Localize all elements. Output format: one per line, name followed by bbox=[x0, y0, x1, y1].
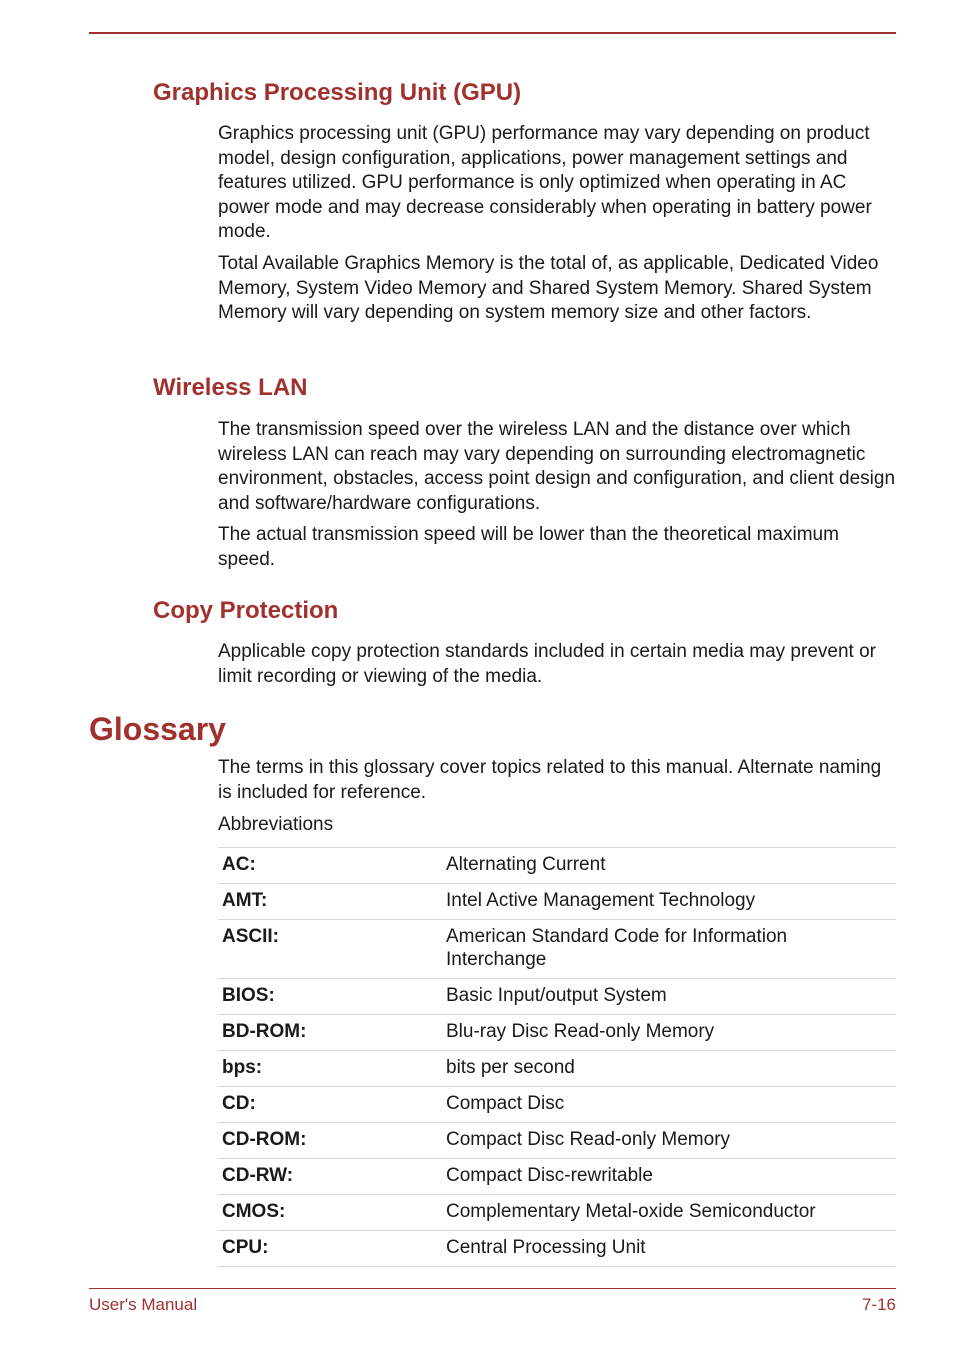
header-rule bbox=[89, 32, 896, 34]
wireless-lan-heading: Wireless LAN bbox=[153, 374, 308, 401]
abbreviation-term: CD-RW: bbox=[218, 1159, 442, 1195]
table-row bbox=[218, 884, 896, 920]
abbreviation-definition: Central Processing Unit bbox=[442, 1231, 896, 1267]
table-row bbox=[218, 1123, 896, 1159]
abbreviations-label: Abbreviations bbox=[218, 814, 334, 835]
abbreviation-term: AMT: bbox=[218, 884, 442, 920]
footer-page-number: 7-16 bbox=[861, 1295, 896, 1314]
abbreviation-definition: bits per second bbox=[442, 1051, 896, 1087]
table-row bbox=[218, 848, 896, 884]
copy-protection-heading: Copy Protection bbox=[153, 597, 339, 624]
glossary-heading: Glossary bbox=[89, 711, 226, 747]
table-row bbox=[218, 1051, 896, 1087]
footer-manual-title: User's Manual bbox=[89, 1295, 198, 1314]
abbreviation-definition: Compact Disc-rewritable bbox=[442, 1159, 896, 1195]
table-row bbox=[218, 1231, 896, 1267]
abbreviation-term: CPU: bbox=[218, 1231, 442, 1267]
abbreviation-definition: Compact Disc bbox=[442, 1087, 896, 1123]
abbreviation-term: bps: bbox=[218, 1051, 442, 1087]
abbreviation-term: CD-ROM: bbox=[218, 1123, 442, 1159]
copy-protection-paragraph: Applicable copy protection standards included in certain media may prevent or limit recording or viewing of the media. bbox=[218, 641, 876, 687]
wireless-lan-paragraph-1: The transmission speed over the wireless LAN and the distance over which wireless LAN can reach may vary depending on surrounding electromagnetic environment, obstacles, access point design and configuration, and client design and software/hardware configurations. bbox=[218, 419, 896, 514]
abbreviation-term: AC: bbox=[218, 848, 442, 884]
footer-rule bbox=[89, 1288, 896, 1289]
abbreviation-definition: American Standard Code for Information Interchange bbox=[442, 920, 896, 979]
abbreviation-term: BD-ROM: bbox=[218, 1015, 442, 1051]
gpu-paragraph-2: Total Available Graphics Memory is the total of, as applicable, Dedicated Video Memory, System Video Memory and Shared System Memory. Shared System Memory will vary depending on system memory size and other factors. bbox=[218, 253, 879, 323]
abbreviation-definition: Complementary Metal-oxide Semiconductor bbox=[442, 1195, 896, 1231]
glossary-intro: The terms in this glossary cover topics related to this manual. Alternate naming is included for reference. bbox=[218, 757, 882, 803]
table-row bbox=[218, 1195, 896, 1231]
abbreviations-table bbox=[218, 847, 896, 1267]
gpu-heading: Graphics Processing Unit (GPU) bbox=[153, 79, 522, 106]
abbreviation-definition: Basic Input/output System bbox=[442, 979, 896, 1015]
gpu-paragraph-1: Graphics processing unit (GPU) performance may vary depending on product model, design configuration, applications, power management settings and features utilized. GPU performance is only optimized when operating in AC power mode and may decrease considerably when operating in battery power mode. bbox=[218, 123, 872, 242]
abbreviation-definition: Intel Active Management Technology bbox=[442, 884, 896, 920]
abbreviation-term: CD: bbox=[218, 1087, 442, 1123]
abbreviation-term: ASCII: bbox=[218, 920, 442, 979]
abbreviation-definition: Blu-ray Disc Read-only Memory bbox=[442, 1015, 896, 1051]
table-row bbox=[218, 1087, 896, 1123]
table-row bbox=[218, 1015, 896, 1051]
table-row bbox=[218, 979, 896, 1015]
abbreviation-definition: Compact Disc Read-only Memory bbox=[442, 1123, 896, 1159]
abbreviation-term: BIOS: bbox=[218, 979, 442, 1015]
abbreviation-definition: Alternating Current bbox=[442, 848, 896, 884]
abbreviation-term: CMOS: bbox=[218, 1195, 442, 1231]
table-row bbox=[218, 1159, 896, 1195]
wireless-lan-paragraph-2: The actual transmission speed will be lower than the theoretical maximum speed. bbox=[218, 524, 839, 570]
table-row bbox=[218, 920, 896, 979]
